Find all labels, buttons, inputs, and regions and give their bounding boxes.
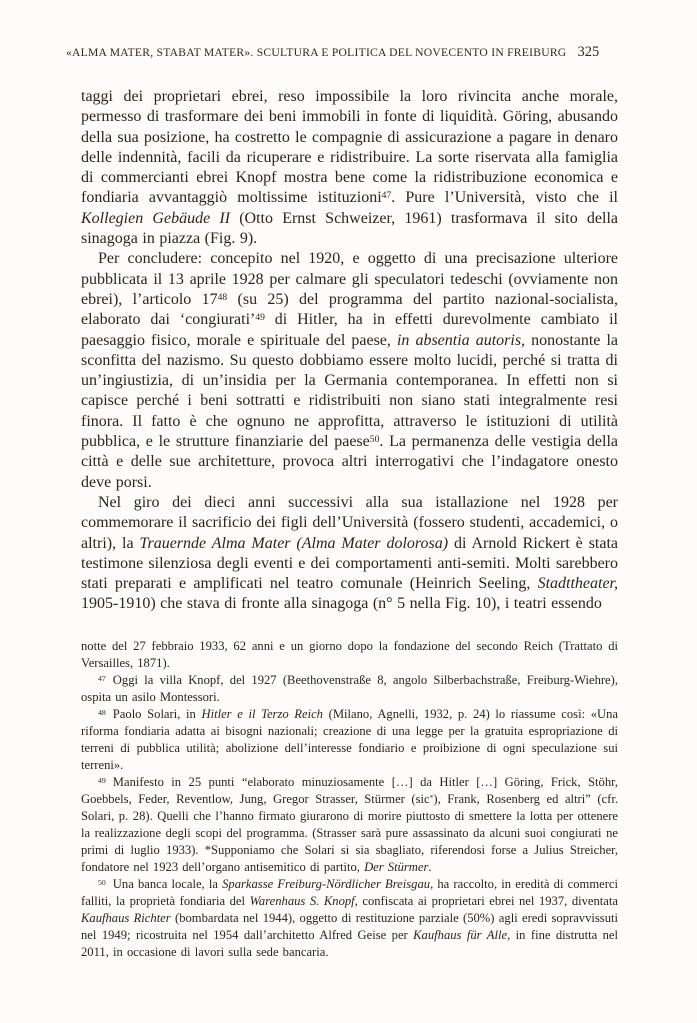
text-run: taggi dei proprietari ebrei, reso impossibile la loro rivincita anche morale, permesso di trasformare dei beni immobili in fonte di liquidità. Göring, abusando della sua posizione, ha costretto le compagnie di assicurazione a pagare in denaro delle indennità, facili da ricuperare e ridistribuire. La sorte riservata alla famiglia di commercianti ebrei Knopf mostra bene come la ridistribuzione economica e fondiaria avvantaggiò moltissime istituzioni bbox=[81, 88, 618, 207]
text-run: Paolo Solari, in bbox=[112, 707, 202, 721]
text-run: (su 25) del programma del partito nazional-socialista, elaborato dai ‘congiurati’ bbox=[81, 290, 618, 329]
text-run: . La permanenza delle vestigia della città e delle sue architetture, provoca altri interrogativi che l’indagatore onesto deve porsi. bbox=[81, 433, 619, 491]
italic-text-run: Trauernde Alma Mater (Alma Mater dolorosa) bbox=[139, 534, 449, 552]
text-run: , confiscata ai proprietari ebrei nel 1937, diventata bbox=[354, 894, 618, 908]
italic-text-run: Kollegien Gebäude II bbox=[81, 209, 231, 227]
italic-text-run: in absentia autoris, bbox=[396, 331, 526, 349]
text-run: Per concludere: concepito nel 1920, e oggetto di una precisazione ulteriore pubblicata il 13 aprile 1928 per calmare gli speculatori tedeschi (ovviamente non ebrei), l’articolo 17 bbox=[81, 250, 618, 308]
footnote bbox=[81, 876, 618, 961]
footnote bbox=[81, 672, 618, 706]
footnote bbox=[81, 774, 618, 876]
italic-text-run: Stadttheater, bbox=[537, 575, 618, 593]
text-run: (Milano, Agnelli, 1932, p. 24) lo riassume così: «Una riforma fondiaria adatta ai bisogni nazionali; creazione di una legge per la gratuita espropriazione di terreni di pubblica utilità; abolizione dell’interesse fondiario e proibizione di ogni speculazione sui terreni». bbox=[81, 707, 619, 772]
text-run: Manifesto in 25 punti “elaborato minuziosamente […] da Hitler […] Göring, Frick, Stöhr, Goebbels, Feder, Reventlow, Jung, Gregor Strasser, Stürmer (sic bbox=[81, 775, 618, 806]
page-number: 325 bbox=[577, 44, 600, 60]
footnotes bbox=[81, 638, 618, 961]
footnote bbox=[81, 638, 618, 672]
body-text bbox=[81, 87, 618, 615]
footnote-reference: 48 bbox=[217, 291, 228, 303]
text-run: nonostante la sconfitta del nazismo. Su questo dobbiamo essere molto lucidi, perché si tratta di un’ingiustizia, di un’insidia per la Germania contemporanea. In effetti non si capisce perché i beni sottratti e ridistribuiti non siano stati integralmente resi finora. Il fatto è che ognuno ne approfitta, attraverso le istituzioni di utilità pubblica, e le strutture finanziarie del paese bbox=[81, 331, 618, 451]
text-run: Una banca locale, la bbox=[112, 877, 223, 891]
italic-text-run: Sparkasse Freiburg-Nördlicher Breisgau bbox=[222, 877, 431, 891]
paragraph bbox=[81, 87, 618, 249]
text-run: . bbox=[428, 860, 432, 874]
text-run: , ha raccolto, in eredità di commerci falliti, la proprietà fondiaria del bbox=[81, 877, 618, 908]
footnote-marker: 48 bbox=[98, 707, 106, 717]
paragraph bbox=[81, 249, 618, 493]
footnote bbox=[81, 706, 618, 774]
footnote-reference: * bbox=[429, 792, 434, 802]
text-run: Nel giro dei dieci anni successivi alla sua istallazione nel 1928 per commemorare il sacrificio dei figli dell’Università (fossero studenti, accademici, o altri), la bbox=[81, 493, 618, 552]
italic-text-run: Der Stürmer bbox=[364, 860, 429, 874]
text-run: Oggi la villa Knopf, del 1927 (Beethovenstraße 8, angolo Silberbachstraße, Freiburg-Wiehre), ospita un asilo Montessori. bbox=[81, 673, 618, 704]
text-run: , in fine distrutta nel 2011, in occasione di lavori sulla sede bancaria. bbox=[81, 928, 618, 959]
text-run: (bombardata nel 1944), oggetto di restituzione parziale (50%) agli eredi sopravvissuti nel 1949; ricostruita nel 1954 dall’architetto Alfred Geise per bbox=[81, 911, 618, 942]
footnote-reference: 47 bbox=[381, 190, 392, 202]
footnote-marker: 50 bbox=[98, 877, 106, 887]
footnote-marker: 47 bbox=[98, 673, 106, 683]
footnote-marker: 49 bbox=[98, 775, 106, 785]
text-run: . Pure l’Università, visto che il bbox=[391, 189, 619, 207]
italic-text-run: Kaufhaus für Alle bbox=[413, 928, 508, 942]
text-run: 1905-1910) che stava di fronte alla sinagoga (n° 5 nella Fig. 10), i teatri essendo bbox=[81, 595, 602, 613]
footnote-reference: 49 bbox=[255, 311, 265, 323]
text-run: notte del 27 febbraio 1933, 62 anni e un giorno dopo la fondazione del secondo Reich (Trattato di Versailles, 1871). bbox=[81, 639, 618, 670]
italic-text-run: Kaufhaus Richter bbox=[81, 911, 171, 925]
text-run: (Otto Ernst Schweizer, 1961) trasformava il sito della sinagoga in piazza (Fig. 9). bbox=[81, 209, 619, 248]
running-head bbox=[66, 44, 626, 61]
running-head-title: «ALMA MATER, STABAT MATER». SCULTURA E POLITICA DEL NOVECENTO IN FREIBURG bbox=[66, 46, 567, 59]
italic-text-run: Warenhaus S. Knopf bbox=[249, 894, 355, 908]
text-run: di Arnold Rickert è stata testimone silenziosa degli eventi e dei comportamenti anti-semiti. Molti sarebbero stati preparati e amplificati nel teatro comunale (Heinrich Seeling, bbox=[81, 534, 619, 593]
paragraph bbox=[81, 493, 618, 615]
text-run: di Hitler, ha in effetti durevolmente cambiato il paesaggio fisico, morale e spirituale del paese, bbox=[81, 311, 619, 349]
footnote-reference: 50 bbox=[369, 433, 380, 445]
text-run: ), Frank, Rosenberg ed altri” (cfr. Solari, p. 28). Quelli che l’hanno firmato giurarono di morire piuttosto di smettere la lotta per ottenere la realizzazione degli scopi del programma. (Strasser sarà pure assassinato da alcuni suoi congiurati ne primi di luglio 1933). *Supponiamo che Solari si sia sbagliato, riferendosi forse a Julius Streicher, fondatore nel 1923 dell’organo antisemitico di partito, bbox=[81, 792, 618, 874]
italic-text-run: Hitler e il Terzo Reich bbox=[201, 707, 323, 721]
